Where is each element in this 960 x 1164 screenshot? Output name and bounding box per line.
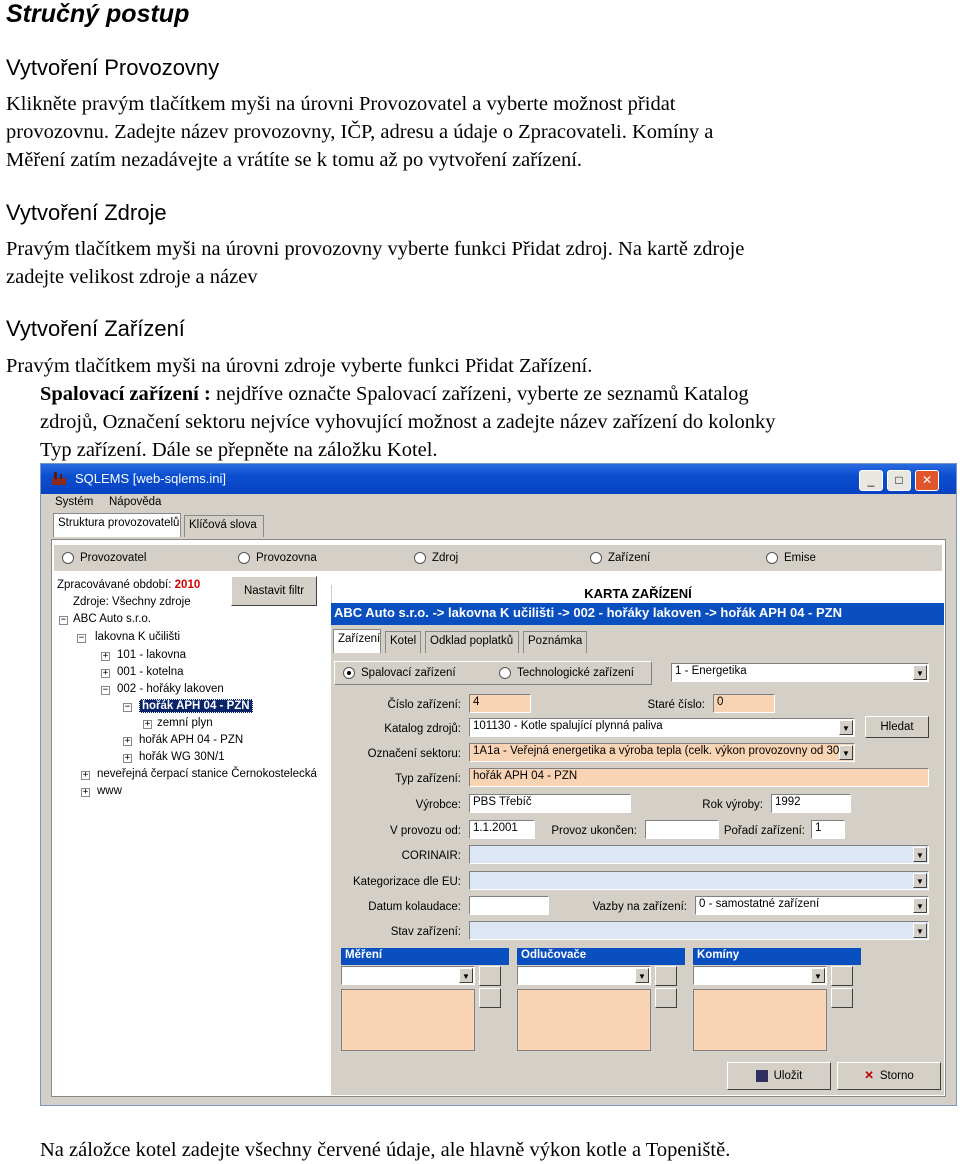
mereni-list[interactable] [341,989,475,1051]
field-label: Výrobce: [415,799,461,811]
factory-icon [51,470,67,486]
heading-zarizeni: Vytvoření Zařízení [6,316,185,341]
document-title: Stručný postup [6,0,190,28]
radio-zdroj[interactable] [414,552,426,564]
kominy-select[interactable] [693,966,827,985]
kominy-list[interactable] [693,989,827,1051]
collapse-icon[interactable]: − [124,702,131,712]
field-label: Staré číslo: [647,699,705,711]
expand-icon[interactable]: + [82,787,89,797]
expand-icon[interactable]: + [102,651,109,661]
katalog-select[interactable] [469,718,855,737]
tree-node-selected[interactable]: hořák APH 04 - PZN [139,699,253,713]
poradi-field[interactable]: 1 [811,820,845,839]
field-label: Stav zařízení: [390,926,461,938]
energy-select[interactable] [671,663,929,682]
chevron-down-icon[interactable]: ▼ [913,665,927,680]
menu-system[interactable]: Systém [55,496,94,508]
text-line: provozovnu. Zadejte název provozovny, IČP, adresu a údaje o Zpracovateli. Komíny a [6,121,714,143]
collapse-icon[interactable]: − [78,633,85,643]
mereni-add-button[interactable] [479,966,501,986]
chevron-down-icon[interactable]: ▼ [635,968,649,983]
save-label: Uložit [773,1070,803,1082]
tab-poznamka[interactable]: Poznámka [523,631,587,653]
odlucovace-header: Odlučovače [517,948,685,965]
chevron-down-icon[interactable]: ▼ [811,968,825,983]
rok-field[interactable]: 1992 [771,794,851,813]
field-label: Typ zařízení: [395,773,461,785]
odlucovace-select[interactable] [517,966,651,985]
radio-provozovatel[interactable] [62,552,74,564]
cancel-button[interactable] [837,1062,941,1090]
ukonceni-field[interactable] [645,820,719,839]
set-filter-button[interactable]: Nastavit filtr [231,576,317,606]
collapse-icon[interactable]: − [102,685,109,695]
chevron-down-icon[interactable]: ▼ [913,923,927,938]
paragraph-zarizeni-1: Pravým tlačítkem myši na úrovni zdroje vyberte funkci Přidat Zařízení. [6,355,593,377]
vprovozu-field[interactable]: 1.1.2001 [469,820,535,839]
field-label: Datum kolaudace: [368,901,461,913]
expand-icon[interactable]: + [102,668,109,678]
period-info [57,579,200,591]
radio-label: Provozovna [256,552,317,564]
chevron-down-icon[interactable]: ▼ [913,873,927,888]
tree-node[interactable]: lakovna K učilišti [95,631,181,643]
field-label: Provoz ukončen: [551,825,637,837]
field-label: Číslo zařízení: [387,699,461,711]
mereni-select[interactable] [341,966,475,985]
cancel-label: Storno [879,1070,914,1082]
radio-technologicke[interactable] [499,667,511,679]
expand-icon[interactable]: + [124,753,131,763]
level-radio-bar [53,544,943,572]
text-line: Klikněte pravým tlačítkem myši na úrovni Provozovatel a vyberte možnost přidat [6,93,676,115]
tab-struktura[interactable]: Struktura provozovatelů [53,513,181,537]
device-type-group [334,661,652,685]
kolaudace-field[interactable] [469,896,549,915]
maximize-button[interactable]: □ [887,470,911,491]
tree-node[interactable]: www [97,785,122,797]
tree-node[interactable]: hořák APH 04 - PZN [139,734,244,746]
field-label: Vazby na zařízení: [592,901,687,913]
tab-zarizeni[interactable]: Zařízení [333,629,381,653]
kategorizace-select[interactable] [469,871,929,890]
sektor-select[interactable] [469,743,855,762]
radio-label: Provozovatel [80,552,147,564]
tree-node[interactable]: ABC Auto s.r.o. [73,613,151,625]
field-label: Rok výroby: [702,799,763,811]
text-line [40,380,930,408]
paragraph-zdroj [6,235,926,291]
odlucovace-list[interactable] [517,989,651,1051]
tree-node[interactable]: 002 - hořáky lakoven [117,683,224,695]
window-title: SQLEMS [web-sqlems.ini] [75,471,226,486]
text-line: zdrojů, Označení sektoru nejvíce vyhovující možnost a zadejte název zařízení do kolonky [40,411,776,433]
text-span: nejdříve označte Spalovací zařízeni, vyberte ze seznamů Katalog [210,383,749,405]
text-line: Měření zatím nezadávejte a vrátíte se k tomu až po vytvoření zařízení. [6,149,583,171]
chevron-down-icon[interactable]: ▼ [913,847,927,862]
select-value: 1A1a - Veřejná energetika a výroba tepla (celk. výkon provozovny od 30 [473,745,840,757]
typ-field[interactable]: hořák APH 04 - PZN [469,768,929,787]
tab-odklad[interactable]: Odklad poplatků [425,631,519,653]
radio-label: Spalovací zařízení [361,667,456,679]
radio-spalovaci[interactable] [343,667,355,679]
text-line: zadejte velikost zdroje a název [6,266,258,288]
select-value: 1 - Energetika [675,665,747,677]
hledat-button[interactable]: Hledat [865,716,929,738]
card-path: ABC Auto s.r.o. -> lakovna K učilišti -> 002 - hořáky lakoven -> hořák APH 04 - PZN [334,605,842,620]
vazby-select[interactable] [695,896,929,915]
mereni-header: Měření [341,948,509,965]
vyrobce-field[interactable]: PBS Třebíč [469,794,631,813]
chevron-down-icon[interactable]: ▼ [459,968,473,983]
tree-node[interactable]: neveřejná čerpací stanice Černokostelecká [97,768,317,780]
tree-node[interactable]: zemní plyn [157,717,213,729]
kominy-edit-button[interactable] [831,988,853,1008]
radio-label: Emise [784,552,816,564]
select-value: 0 - samostatné zařízení [699,898,820,910]
radio-label: Zařízení [608,552,651,564]
bold-lead: Spalovací zařízení : [40,383,211,405]
tab-klicova-slova[interactable]: Klíčová slova [184,515,264,537]
kominy-add-button[interactable] [831,966,853,986]
mereni-edit-button[interactable] [479,988,501,1008]
paragraph-zarizeni-2 [40,380,930,464]
field-label: Označení sektoru: [367,748,461,760]
radio-label: Technologické zařízení [517,667,634,679]
tab-kotel[interactable]: Kotel [385,631,421,653]
menu-bar [41,493,956,513]
card-body [331,625,944,1095]
odlucovace-edit-button[interactable] [655,988,677,1008]
menu-help[interactable]: Nápověda [109,496,162,508]
structure-tree [53,609,321,1094]
odlucovace-add-button[interactable] [655,966,677,986]
stare-cislo-field[interactable]: 0 [713,694,775,713]
card-header [331,585,944,625]
expand-icon[interactable]: + [82,770,89,780]
period-value: 2010 [174,579,201,591]
kominy-header: Komíny [693,948,861,965]
app-window [40,463,957,1106]
radio-emise[interactable] [766,552,778,564]
floppy-icon [756,1070,768,1082]
text-line: Pravým tlačítkem myši na úrovni provozovny vyberte funkci Přidat zdroj. Na kartě zdroje [6,238,745,260]
text-line: Typ zařízení. Dále se přepněte na záložku Kotel. [40,439,438,461]
footer-paragraph: Na záložce kotel zadejte všechny červené údaje, ale hlavně výkon kotle a Topeniště. [40,1139,731,1161]
tree-node[interactable]: hořák WG 30N/1 [139,751,225,763]
chevron-down-icon[interactable]: ▼ [839,745,853,760]
minimize-button[interactable]: _ [859,470,883,491]
radio-zarizeni[interactable] [590,552,602,564]
radio-provozovna[interactable] [238,552,250,564]
paragraph-provozovna [6,90,926,174]
period-label: Zpracovávané období: [57,579,172,591]
title-bar[interactable] [41,464,956,494]
close-button[interactable]: ✕ [915,470,939,491]
expand-icon[interactable]: + [124,736,131,746]
chevron-down-icon[interactable]: ▼ [913,898,927,913]
field-label: Katalog zdrojů: [384,723,461,735]
field-label: CORINAIR: [401,850,461,862]
expand-icon[interactable]: + [144,719,151,729]
heading-zdroj: Vytvoření Zdroje [6,200,167,225]
cancel-x-icon: ✕ [864,1070,874,1082]
field-label: V provozu od: [390,825,461,837]
source-filter-label: Zdroje: Všechny zdroje [73,596,191,608]
chevron-down-icon[interactable]: ▼ [839,720,853,735]
radio-label: Zdroj [432,552,459,564]
stav-select[interactable] [469,921,929,940]
field-label: Kategorizace dle EU: [352,876,461,888]
collapse-icon[interactable]: − [60,615,67,625]
tree-node[interactable]: 101 - lakovna [117,649,187,661]
heading-provozovna: Vytvoření Provozovny [6,55,220,80]
save-button[interactable] [727,1062,831,1090]
cislo-field[interactable]: 4 [469,694,531,713]
select-value: 101130 - Kotle spalující plynná paliva [473,720,663,732]
corinair-select[interactable] [469,845,929,864]
tree-node[interactable]: 001 - kotelna [117,666,184,678]
card-title: KARTA ZAŘÍZENÍ [331,585,944,603]
field-label: Pořadí zařízení: [723,825,805,837]
